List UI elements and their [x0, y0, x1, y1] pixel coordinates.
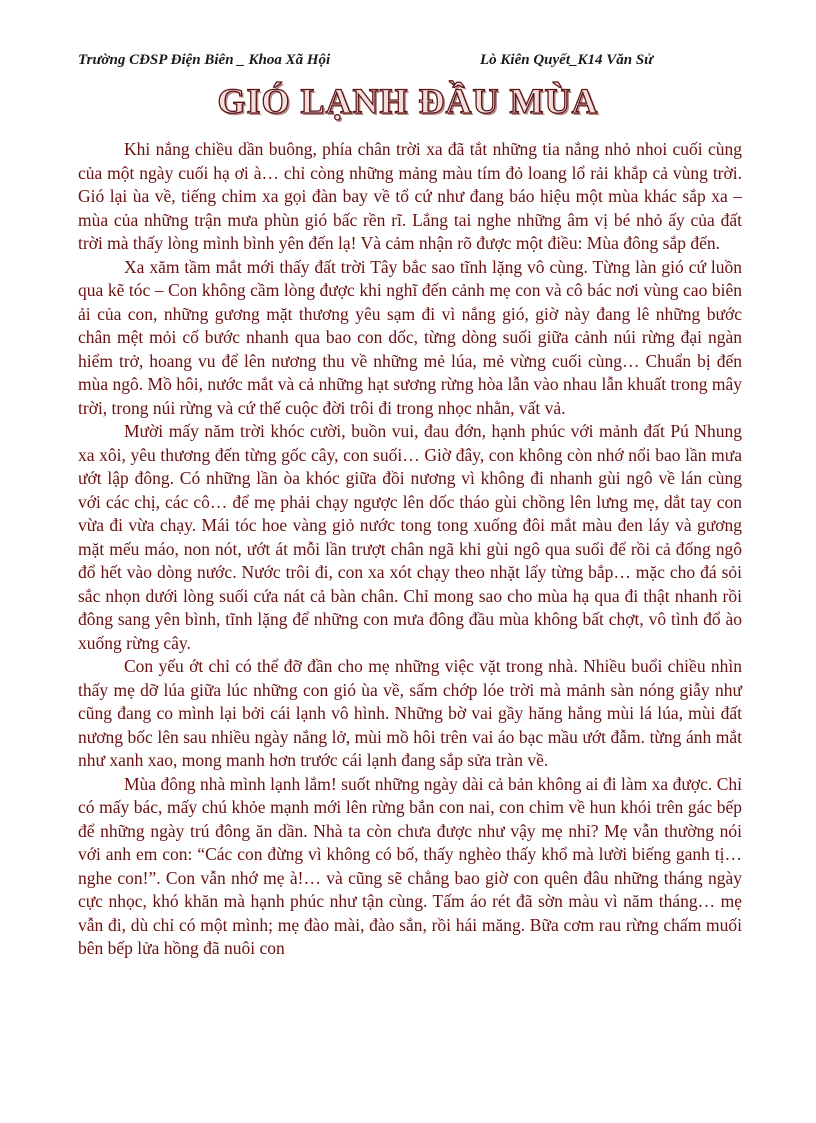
- page-header: [78, 52, 738, 76]
- document-body: [78, 138, 742, 961]
- document-title: GIÓ LẠNH ĐẦU MÙA: [217, 81, 599, 121]
- paragraph-1: Khi nắng chiều dần buông, phía chân trời xa đã tắt những tia nắng nhỏ nhoi cuối cùng của một ngày cuối hạ ơi à… chỉ còng những mảng màu tím đỏ loang lổ rải khắp cả vùng trời. Gió lại ùa về, tiếng chim xa gọi đàn bay về tổ cứ như đang báo hiệu một mùa khác sắp xa – mùa của những trận mưa phùn gió bấc rền rĩ. Lắng tai nghe những âm vị bé nhỏ ấy của đất trời mà thấy lòng mình bình yên đến lạ! Và cảm nhận rõ được một điều: Mùa đông sắp đến.: [78, 139, 742, 253]
- paragraph-2: Xa xăm tầm mắt mới thấy đất trời Tây bắc sao tĩnh lặng vô cùng. Từng làn gió cứ luồn qua kẽ tóc – Con không cầm lòng được khi nghĩ đến cảnh mẹ con và cô bác nơi vùng cao biên ải của con, những gương mặt thương yêu sạm đi vì nắng gió, giờ này đang lê những bước chân mệt mỏi cố bước nhanh qua bao con dốc, từng dòng suối giữa cảnh núi rừng đại ngàn hiểm trở, hoang vu để lên nương thu về những mẻ lúa, mẻ vừng cuối cùng… Chuẩn bị đến mùa ngô. Mồ hôi, nước mắt và cả những hạt sương rừng hòa lẫn vào nhau lẫn khuất trong mây trời, trong núi rừng và cứ thế cuộc đời trôi đi trong nhọc nhằn, vất vả.: [78, 256, 742, 418]
- paragraph-5: Mùa đông nhà mình lạnh lắm! suốt những ngày dài cả bản không ai đi làm xa được. Chỉ có mấy bác, mấy chú khỏe mạnh mới lên rừng bắn con nai, con chim về hun khói trên gác bếp để những ngày trú đông ăn dần. Nhà ta còn chưa được như vậy mẹ nhỉ? Mẹ vẫn thường nói với anh em con: “Các con đừng vì không có bố, thấy nghèo thấy khổ mà lười biếng ganh tị… nghe con!”. Con vẫn nhớ mẹ à!… và cũng sẽ chẳng bao giờ con quên đâu những tháng ngày cực nhọc, khó khăn mà hạnh phúc như tận cùng. Tấm áo rét đã sờn màu vì năm tháng… mẹ vẫn đi, dù chỉ có một mình; mẹ đào mài, đào sắn, rồi hái măng. Bữa cơm rau rừng chấm muối bên bếp lửa hồng đã nuôi con: [78, 773, 742, 958]
- header-author-name: Lò Kiên Quyết_K14 Văn Sử: [480, 52, 654, 68]
- header-school-name: Trường CĐSP Điện Biên _ Khoa Xã Hội: [78, 52, 331, 68]
- paragraph-4: Con yếu ớt chỉ có thể đỡ đần cho mẹ những việc vặt trong nhà. Nhiều buổi chiều nhìn thấy mẹ dỡ lúa giữa lúc những con gió ùa về, sấm chớp lóe trời mà mảnh sàn nóng giẫy như cũng đang co mình lại bởi cái lạnh vô hình. Những bờ vai gầy hăng hắng mùi lá lúa, mùi đất nương bốc lên sau nhiều ngày nắng lở, mùi mồ hôi trên vai áo bạc mầu ướt đẫm. từng ánh mắt như xanh xao, mong manh hơn trước cái lạnh đang sắp sửa tràn về.: [78, 656, 742, 770]
- paragraph-3: Mười mấy năm trời khóc cười, buồn vui, đau đớn, hạnh phúc với mảnh đất Pú Nhung xa xôi, yêu thương đến từng gốc cây, con suối… Giờ đây, con không còn nhớ nổi bao lần mưa ướt lập đông. Có những lần òa khóc giữa đồi nương vì không đi nhanh gùi ngô về lán cùng với các chị, các cô… để mẹ phải chạy ngược lên dốc tháo gùi chồng lên lưng mẹ, dắt tay con vừa đi vừa chạy. Mái tóc hoe vàng giỏ nước tong tong xuống đôi mắt màu đen láy và gương mặt mếu máo, non nót, ướt át mỗi lần trượt chân ngã khi gùi ngô qua suối để rồi cả đống ngô đổ hết vào dòng nước. Nước trôi đi, con xa xót chạy theo nhặt lấy từng bắp… mặc cho đá sỏi sắc nhọn dưới lòng suối cứa nát cả bàn chân. Chỉ mong sao cho mùa hạ qua đi thật nhanh rồi đông sang yên bình, tĩnh lặng để những con mưa đông đầu mùa không bất chợt, vô tình đổ ào xuống rừng cây.: [78, 421, 742, 653]
